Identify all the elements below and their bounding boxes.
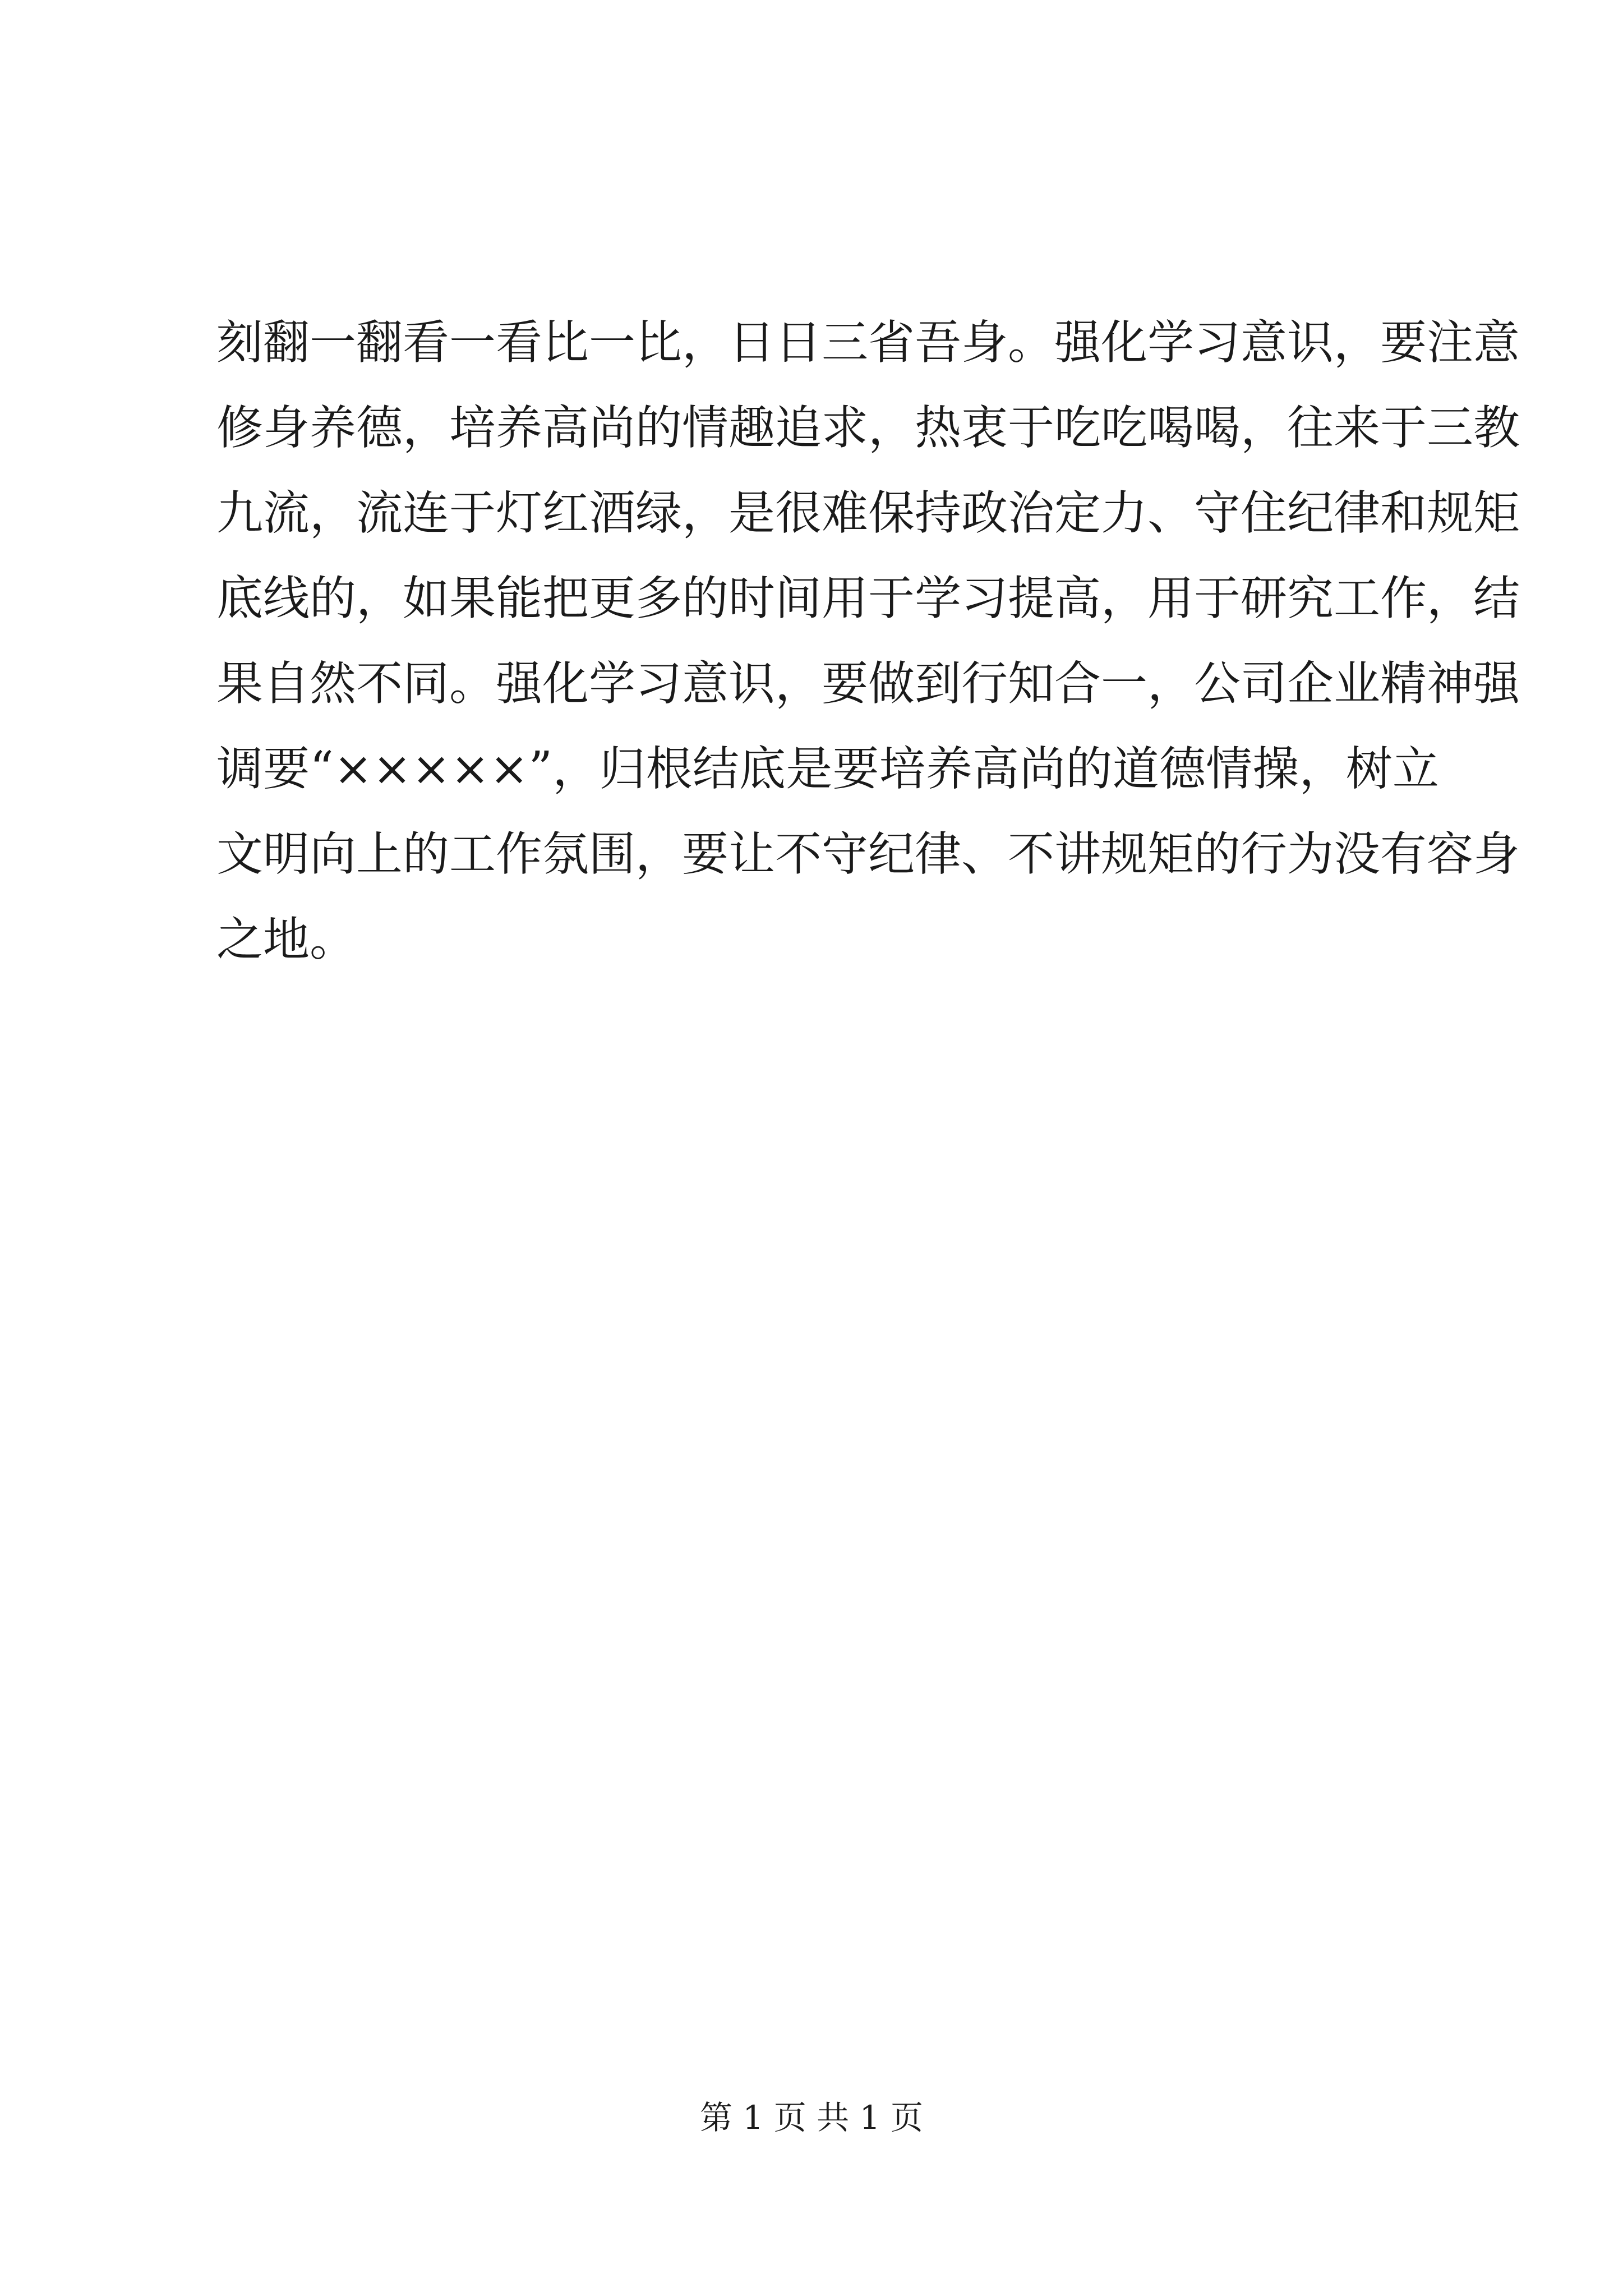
body-paragraph [216,300,1520,982]
paragraph-line: 调要“×××××”，归根结底是要培养高尚的道德情操，树立 [216,742,1439,796]
paragraph-line: 文明向上的工作氛围，要让不守纪律、不讲规矩的行为没有容身 [216,827,1520,881]
paragraph-line: 刻翻一翻看一看比一比，日日三省吾身。强化学习意识，要注意 [216,315,1520,370]
paragraph-line: 九流，流连于灯红酒绿，是很难保持政治定力、守住纪律和规矩 [216,486,1520,540]
page-footer: 第 1 页 共 1 页 [700,2099,923,2137]
paragraph-line: 修身养德，培养高尚的情趣追求，热衷于吃吃喝喝，往来于三教 [216,401,1520,455]
paragraph-line: 底线的，如果能把更多的时间用于学习提高，用于研究工作，结 [216,571,1520,625]
paragraph-line: 之地。 [216,912,356,967]
paragraph-line: 果自然不同。强化学习意识，要做到行知合一，公司企业精神强 [216,656,1520,711]
